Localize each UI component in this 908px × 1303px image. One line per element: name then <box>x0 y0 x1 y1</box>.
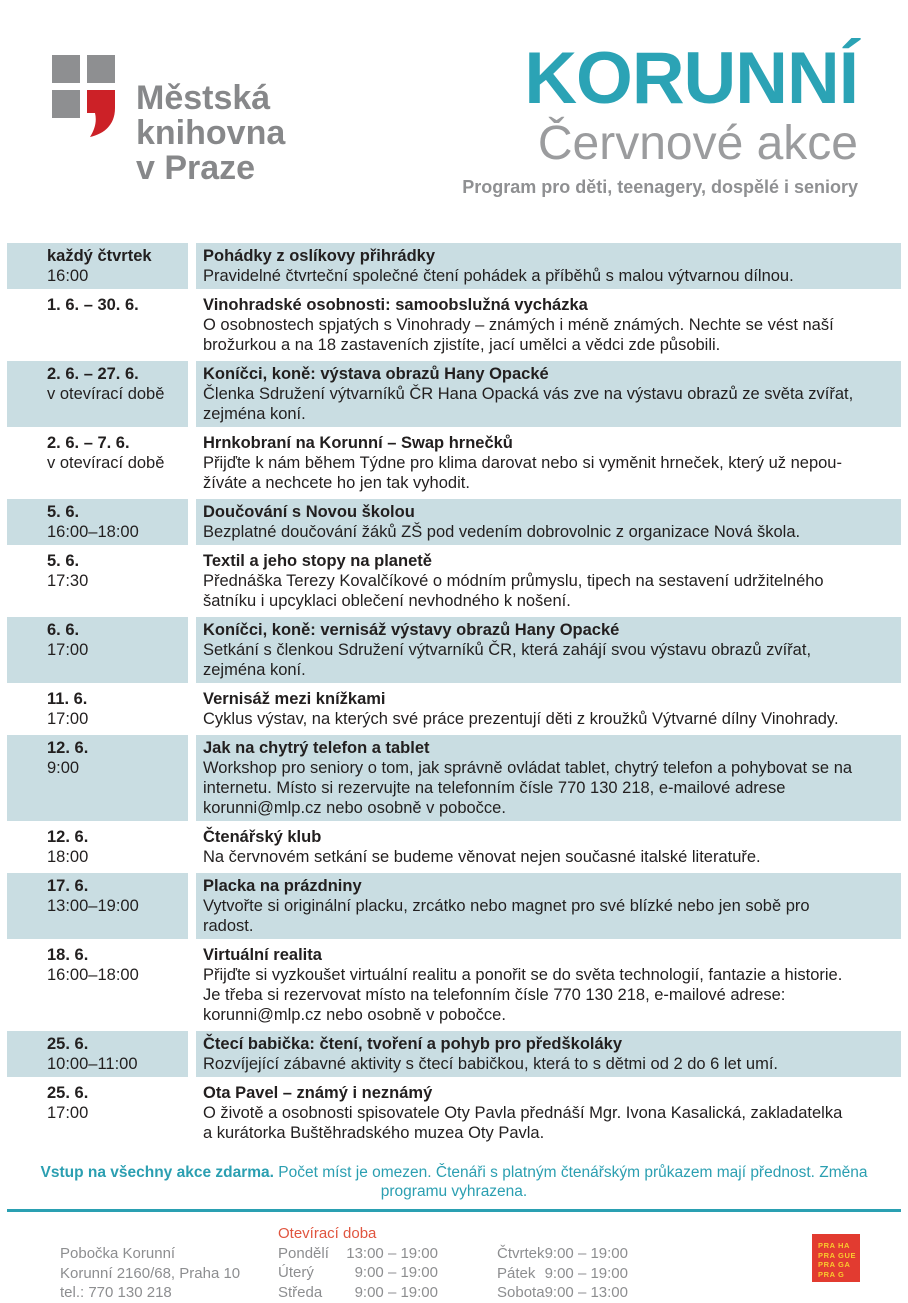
event-row <box>7 1080 901 1146</box>
event-date: každý čtvrtek <box>47 247 152 265</box>
event-details-cell <box>196 243 901 289</box>
event-title: Jak na chytrý telefon a tablet <box>203 739 430 757</box>
day-label: Čtvrtek <box>497 1245 545 1262</box>
day-label: Středa <box>278 1283 323 1301</box>
event-title: Virtuální realita <box>203 946 322 964</box>
event-row <box>7 548 901 614</box>
event-row <box>7 430 901 496</box>
event-description: Přednáška Terezy Kovalčíkové o módním průmyslu, tipech na sestavení udržitelného šatníku i upcyklaci oblečení nevhodného k nošení. <box>203 572 824 610</box>
masthead <box>462 38 858 199</box>
brand-line: v Praze <box>136 149 256 187</box>
page-subtitle: Červnové akce <box>537 117 858 170</box>
event-date-cell <box>7 942 188 1028</box>
event-title: Vinohradské osobnosti: samoobslužná vycházka <box>203 296 588 314</box>
event-row <box>7 942 901 1028</box>
library-logo-mark-icon <box>52 55 115 165</box>
event-date: 11. 6. <box>47 690 88 708</box>
branch-info <box>60 1224 278 1303</box>
event-date-cell <box>7 873 188 939</box>
opening-hours-title: Otevírací doba <box>278 1225 377 1242</box>
event-title: Textil a jeho stopy na planetě <box>203 552 432 570</box>
praha-logo-line: PRA GA <box>818 1260 851 1269</box>
event-date-cell <box>7 824 188 870</box>
opening-hours-col1 <box>278 1244 438 1303</box>
praha-logo-line: PRA HA <box>818 1241 851 1250</box>
event-description: Pravidelné čtvrteční společné čtení pohádek a příběhů s malou výtvarnou dílnou. <box>203 267 794 285</box>
event-details-cell <box>196 430 901 496</box>
opening-hours-row <box>278 1263 438 1283</box>
library-logo <box>52 55 285 186</box>
event-details-cell <box>196 617 901 683</box>
event-details-cell <box>196 1031 901 1077</box>
event-row <box>7 243 901 289</box>
day-label: Úterý <box>278 1264 314 1281</box>
event-details-cell <box>196 942 901 1028</box>
event-date-cell <box>7 1031 188 1077</box>
event-details-cell <box>196 824 901 870</box>
event-description: O osobnostech spjatých s Vinohrady – známých i méně známých. Nechte se vést naší brožurkou a na 18 zastaveních zjistíte, jací umělci a vědci zde působili. <box>203 316 834 354</box>
day-label: Pátek <box>497 1264 536 1282</box>
event-time: 16:00 <box>47 267 89 285</box>
event-time: 9:00 <box>47 759 80 777</box>
admission-note-lead: Vstup na všechny akce zdarma. <box>40 1164 274 1181</box>
event-details-cell <box>196 1080 901 1146</box>
event-title: Koníčci, koně: vernisáž výstavy obrazů Hany Opacké <box>203 621 620 639</box>
event-date: 18. 6. <box>47 946 89 964</box>
event-row <box>7 873 901 939</box>
page-tagline: Program pro děti, teenagery, dospělé i seniory <box>462 177 858 197</box>
event-description: Přijďte si vyzkoušet virtuální realitu a ponořit se do světa technologií, fantazie a historie. Je třeba si rezervovat místo na telefonním čísle 770 130 218, e-mailové adrese: korunni@mlp.cz nebo osobně v pobočce. <box>203 966 843 1024</box>
event-row <box>7 686 901 732</box>
event-description: Setkání s členkou Sdružení výtvarníků ČR, která zahájí svou výstavu obrazů zvířat, zejména koní. <box>203 641 812 679</box>
admission-note-rest: Počet míst je omezen. Čtenáři s platným čtenářským průkazem mají přednost. Změna programu vyhrazena. <box>273 1164 868 1200</box>
footer <box>60 1224 860 1303</box>
event-time: 10:00–11:00 <box>47 1055 138 1073</box>
opening-hours-row <box>497 1244 628 1264</box>
event-time: v otevírací době <box>47 385 165 403</box>
event-details-cell <box>196 735 901 821</box>
event-time: 16:00–18:00 <box>47 523 139 541</box>
event-title: Vernisáž mezi knížkami <box>203 690 386 708</box>
branch-phone: tel.: 770 130 218 <box>60 1284 172 1301</box>
event-date-cell <box>7 686 188 732</box>
event-details-cell <box>196 873 901 939</box>
event-date: 25. 6. <box>47 1035 89 1053</box>
event-date: 2. 6. – 7. 6. <box>47 434 130 452</box>
event-row <box>7 361 901 427</box>
event-title: Hrnkobraní na Korunní – Swap hrnečků <box>203 434 513 452</box>
event-date: 12. 6. <box>47 828 89 846</box>
day-label: Pondělí <box>278 1244 329 1262</box>
event-date: 25. 6. <box>47 1084 89 1102</box>
logo-square-icon <box>52 90 80 118</box>
event-title: Koníčci, koně: výstava obrazů Hany Opacké <box>203 365 549 383</box>
praha-logo-line: PRA GUE <box>818 1250 857 1260</box>
event-time: 18:00 <box>47 848 89 866</box>
event-description: Bezplatné doučování žáků ZŠ pod vedením dobrovolnic z organizace Nová škola. <box>203 523 801 541</box>
event-title: Doučování s Novou školou <box>203 503 415 521</box>
event-date-cell <box>7 617 188 683</box>
praha-city-logo <box>812 1234 860 1282</box>
event-date: 1. 6. – 30. 6. <box>47 296 139 314</box>
event-details-cell <box>196 686 901 732</box>
event-row <box>7 292 901 358</box>
branch-name: Pobočka Korunní <box>60 1245 176 1262</box>
event-details-cell <box>196 361 901 427</box>
brand-name <box>136 55 285 186</box>
hours-value: 9:00 – 13:00 <box>544 1284 628 1301</box>
event-date: 5. 6. <box>47 552 80 570</box>
event-time: 17:00 <box>47 710 89 728</box>
event-date-cell <box>7 499 188 545</box>
header <box>0 0 908 243</box>
event-time: 16:00–18:00 <box>47 966 139 984</box>
event-date-cell <box>7 361 188 427</box>
events-table <box>7 243 901 1146</box>
hours-value: 9:00 – 19:00 <box>354 1264 438 1281</box>
event-row <box>7 499 901 545</box>
event-description: Workshop pro seniory o tom, jak správně ovládat tablet, chytrý telefon a pohybovat se na internetu. Místo si rezervujte na telefonním čísle 770 130 218, e-mailové adrese korunni@mlp.cz nebo osobně v pobočce. <box>203 759 853 817</box>
event-description: Rozvíjející zábavné aktivity s čtecí babičkou, která to s dětmi od 2 do 6 let umí. <box>203 1055 779 1073</box>
event-time: 13:00–19:00 <box>47 897 139 915</box>
event-description: O životě a osobnosti spisovatele Oty Pavla přednáší Mgr. Ivona Kasalická, zakladatelka a kurátorka Buštěhradského muzea Oty Pavla. <box>203 1104 843 1142</box>
opening-hours-row <box>497 1264 628 1284</box>
praha-logo-line: PRA G <box>818 1269 845 1279</box>
brand-line: knihovna <box>136 114 286 152</box>
event-date-cell <box>7 292 188 358</box>
event-time: 17:00 <box>47 1104 89 1122</box>
event-row <box>7 735 901 821</box>
hours-value: 13:00 – 19:00 <box>346 1244 438 1262</box>
event-date-cell <box>7 1080 188 1146</box>
event-row <box>7 1031 901 1077</box>
event-date-cell <box>7 243 188 289</box>
event-date: 5. 6. <box>47 503 80 521</box>
logo-comma-icon <box>87 90 115 137</box>
opening-hours-row <box>278 1244 438 1264</box>
brand-line: Městská <box>136 79 271 117</box>
event-date-cell <box>7 735 188 821</box>
event-date-cell <box>7 548 188 614</box>
footer-divider <box>7 1209 901 1212</box>
admission-note <box>7 1163 901 1201</box>
opening-hours-block <box>278 1224 438 1303</box>
event-date: 12. 6. <box>47 739 89 757</box>
event-description: Cyklus výstav, na kterých své práce prezentují děti z kroužků Výtvarné dílny Vinohrady. <box>203 710 839 728</box>
event-title: Placka na prázdniny <box>203 877 362 895</box>
event-description: Vytvořte si originální placku, zrcátko nebo magnet pro své blízké nebo jen sobě pro radost. <box>203 897 810 935</box>
event-title: Pohádky z oslíkovy přihrádky <box>203 247 435 265</box>
event-details-cell <box>196 292 901 358</box>
event-time: v otevírací době <box>47 454 165 472</box>
event-date: 6. 6. <box>47 621 80 639</box>
event-date: 2. 6. – 27. 6. <box>47 365 139 383</box>
event-title: Čtecí babička: čtení, tvoření a pohyb pro předškoláky <box>203 1035 623 1053</box>
event-row <box>7 824 901 870</box>
logo-square-icon <box>87 55 115 83</box>
opening-hours-row <box>278 1283 438 1303</box>
day-label: Sobota <box>497 1284 545 1301</box>
event-title: Ota Pavel – známý i neznámý <box>203 1084 433 1102</box>
page-title: KORUNNÍ <box>524 38 858 119</box>
logo-square-icon <box>52 55 80 83</box>
event-description: Přijďte k nám během Týdne pro klima darovat nebo si vyměnit hrneček, který už nepou-žíváte a nechcete ho jen tak vyhodit. <box>203 454 842 492</box>
event-time: 17:30 <box>47 572 89 590</box>
event-details-cell <box>196 499 901 545</box>
event-description: Na červnovém setkání se budeme věnovat nejen současné italské literatuře. <box>203 848 761 866</box>
event-date-cell <box>7 430 188 496</box>
event-row <box>7 617 901 683</box>
branch-address: Korunní 2160/68, Praha 10 <box>60 1264 241 1282</box>
event-date: 17. 6. <box>47 877 89 895</box>
event-title: Čtenářský klub <box>203 828 322 846</box>
hours-value: 9:00 – 19:00 <box>544 1264 628 1282</box>
hours-value: 9:00 – 19:00 <box>544 1245 628 1262</box>
event-details-cell <box>196 548 901 614</box>
event-time: 17:00 <box>47 641 89 659</box>
opening-hours-row <box>497 1283 628 1303</box>
hours-value: 9:00 – 19:00 <box>354 1283 438 1301</box>
opening-hours-col2 <box>497 1224 628 1303</box>
event-description: Členka Sdružení výtvarníků ČR Hana Opacká vás zve na výstavu obrazů ze světa zvířat, zejména koní. <box>203 385 854 423</box>
